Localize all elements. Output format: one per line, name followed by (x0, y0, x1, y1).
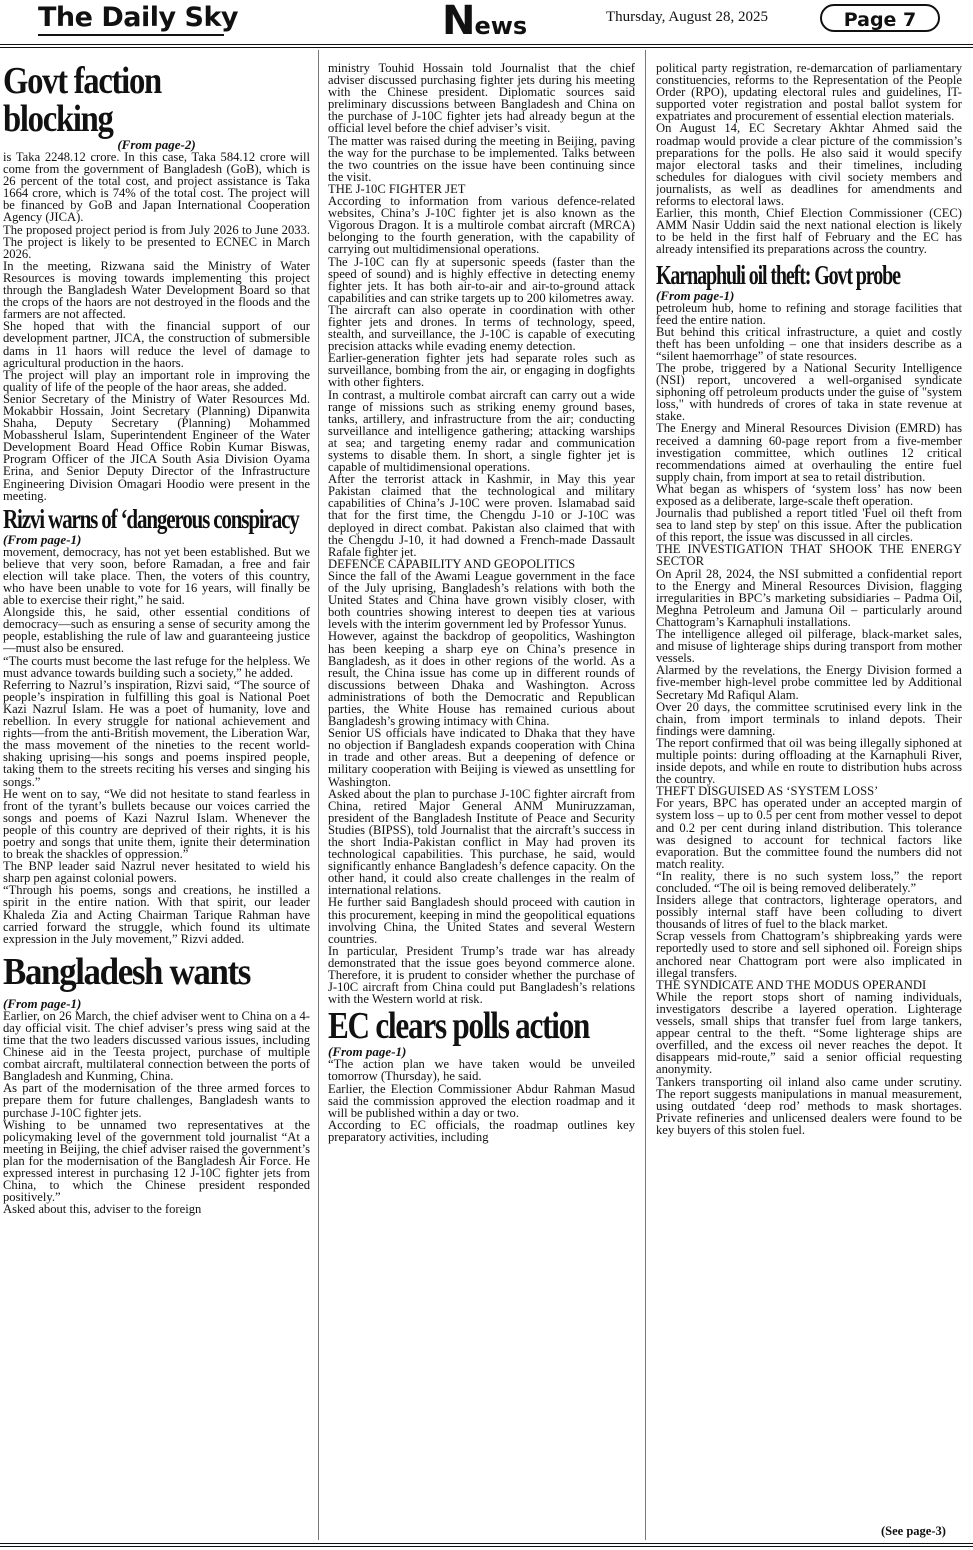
newspaper-logo[interactable]: The Daily Sky (38, 2, 238, 33)
paragraph: Earlier, the Election Commissioner Abdur Rahman Masud said the commission approved the election roadmap and it will be published within a day or two. (328, 1081, 635, 1120)
paragraph: He went on to say, “We did not hesitate to stand fearless in front of the tyrant’s bullets because our voices carried the songs and poems of Kazi Nazrul Islam. Whenever the people of this country are deprived of their rights, it is his poetry and songs that unite them, ignite their determination to break the shackles of oppression.” (3, 786, 310, 862)
paragraph: On April 28, 2024, the NSI submitted a confidential report to the Energy and Mineral Resources Division, flagging irregularities in BPC’s marketing subsidiaries – Padma Oil, Meghna Petroleum and Jamuna Oil – particularly around Chattogram’s Karnaphuli installations. (656, 566, 962, 629)
article-karnaphuli (656, 302, 962, 1136)
paragraph: movement, democracy, has not yet been established. But we believe that very soon, before Ramadan, a free and fair election will take place. Then, the voters of this country, who have been unable to vote for 16 years, will finally be able to exercise their right,” he said. (3, 544, 310, 608)
paragraph: DEFENCE CAPABILITY AND GEOPOLITICS (328, 556, 576, 571)
paragraph: Wishing to be unnamed two representatives at the policymaking level of the government told journalist “At a meeting in Beijing, the chief adviser raised the government’s plan for the modernisation of the Bangladesh Air Force. He expressed interest in purchasing 12 J-10C fighter jets from China, to which the Chinese president responded positively.” (3, 1117, 310, 1205)
byline: (From page-1) (656, 287, 735, 303)
paragraph: Asked about this, adviser to the foreign (3, 1202, 202, 1217)
paragraph: Earlier, this month, Chief Election Commissioner (CEC) AMM Nasir Uddin said the next national election is likely to be held in the first half of February and the EC has already intensified its preparations across the country. (656, 206, 962, 257)
paragraph: She hoped that with the financial support of our development partner, JICA, the construction of submersible dams in 11 haors will reduce the level of damage to agricultural production in the haors. (3, 319, 310, 370)
paragraph: The matter was raised during the meeting in Beijing, paving the way for the purchase to be implemented. Talks between the two countries on the issue have been continuing since the visit. (328, 133, 635, 184)
paragraph: Earlier, on 26 March, the chief adviser went to China on a 4-day official visit. The chief adviser’s press wing said at the time that the two leaders discussed various issues, including Chinese aid in the Teesta project, purchase of multiple combat aircraft, multilateral connection between the ports of Bangladesh and Kunming, China. (3, 1008, 310, 1084)
paragraph: Alarmed by the revelations, the Energy Division formed a five-member high-level probe committee led by Additional Secretary Md Rafiqul Alam. (656, 663, 962, 702)
article-rizvi-warns (3, 546, 310, 945)
paragraph: “The action plan we have taken would be unveiled tomorrow (Thursday), he said. (328, 1057, 635, 1084)
paragraph: The aircraft can also operate in coordination with other fighter jets and drones. In terms of technology, speed, stealth, and surveillance, the J-10C is capable of executing precision attacks while evading enemy detection. (328, 302, 635, 354)
section-rest: ews (474, 12, 528, 40)
page-number-badge: Page 7 (820, 4, 940, 32)
column-2 (328, 62, 635, 1542)
paragraph: is Taka 2248.12 crore. In this case, Taka 584.12 crore will come from the government of Bangladesh (GoB), which is 26 percent of the total cost, and project assistance is Taka 1664 crore, which is 74% of the total cost. The project will be financed by GoB and Japan International Cooperation Agency (JICA). (3, 150, 310, 225)
continued-link[interactable]: (See page-3) (881, 1524, 946, 1538)
paragraph: In particular, President Trump’s trade war has already demonstrated that the issue goes beyond commerce alone. Therefore, it is prudent to consider whether the purchase of J-10C aircraft from China could put Bangladesh’s relations with the Western world at risk. (328, 943, 635, 1007)
paragraph: He further said Bangladesh should proceed with caution in this procurement, keeping in mind the geopolitical equations involving China, the United States and several Western countries. (328, 895, 635, 946)
section-initial: N (442, 0, 475, 44)
paragraph: The report confirmed that oil was being illegally siphoned at multiple points: during offloading at the Karnaphuli River, inside depots, and while en route to distribution hubs across the country. (656, 735, 962, 787)
headline-karnaphuli[interactable]: Karnaphuli oil theft: Govt probe (656, 259, 900, 290)
paragraph: The J-10C can fly at supersonic speeds (faster than the speed of sound) and is highly effective in detecting enemy fighter jets. It has both air-to-air and air-to-ground attack capabilities and can strike targets up to 200 kilometres away. (328, 254, 635, 305)
headline-govt-faction[interactable]: Govt faction blocking (3, 62, 161, 140)
paragraph: Over 20 days, the committee scrutinised every link in the chain, from import terminals to inland depots. Their findings were damning. (656, 699, 962, 738)
paragraph: The probe, triggered by a National Security Intelligence (NSI) report, uncovered a well-organised syndicate siphoning off petroleum products under the guise of "system loss," with hundreds of crores of taka in state revenue at stake. (656, 360, 962, 424)
paragraph: The intelligence alleged oil pilferage, black-market sales, and misuse of lighterage ships during transport from mother vessels. (656, 627, 962, 666)
byline: (From page-2) (117, 137, 196, 152)
article-bangladesh-wants (3, 1010, 310, 1216)
footer-rule (0, 1543, 973, 1547)
article-ec-clears (328, 1058, 635, 1143)
headline-rizvi-warns[interactable]: Rizvi warns of ‘dangerous conspiracy (3, 503, 299, 534)
logo-underline (38, 34, 224, 36)
byline: (From page-1) (328, 1044, 407, 1060)
paragraph: After the terrorist attack in Kashmir, in May this year Pakistan claimed that the technological and military capabilities of China’s J-10C were proven. Islamabad said that for the first time, the Chengdu J-10 or J-10C was deployed in direct combat. Pakistan also claimed that with the Chengdu J-10, it had downed a French-made Dassault Rafale fighter jet. (328, 472, 635, 559)
article-bangladesh-wants-cont (328, 62, 635, 1005)
paragraph: In the meeting, Rizwana said the Ministry of Water Resources is moving towards implementing this project through the Bangladesh Water Development Board so that the crops of the haors are not destroyed in the floods and the farmers are not affected. (3, 258, 310, 322)
paragraph: political party registration, re-demarcation of parliamentary constituencies, reforms to the Representation of the People Order (RPO), updating electoral rules and guidelines, IT-supported voter registration and postal ballot system for expatriates and procurement of essential election materials. (656, 62, 962, 124)
paragraph: The Energy and Mineral Resources Division (EMRD) has received a damning 60-page report from a five-member investigation committee, which outlines 12 critical recommendations aimed at overhauling the entire fuel supply chain, from import at sea to retail distribution. (656, 421, 962, 484)
paragraph: Tankers transporting oil inland also came under scrutiny. The report suggests manipulations in manual measurement, using outdated ‘deep rod’ methods to mask shortages. Private refineries and unlicensed dealers were found to be key buyers of this stolen fuel. (656, 1074, 962, 1137)
paragraph: ministry Touhid Hossain told Journalist that the chief adviser discussed purchasing fighter jets during his meeting with the Chinese president. Diplomatic sources said preliminary discussions between Bangladesh and China on the purchase of J-10C fighter jets had already begun at the official level before the chief adviser’s visit. (328, 62, 635, 136)
paragraph: While the report stops short of naming individuals, investigators describe a layered operation. Lighterage vessels, small ships that transfer fuel from large tankers, appear central to the theft. “Some lighterage ships are overfilled, and the excess oil never reaches the depot. It disappears mid-route,” said a senior official requesting anonymity. (656, 989, 962, 1077)
byline: (From page-1) (3, 995, 82, 1011)
paragraph: For years, BPC has operated under an accepted margin of system loss – up to 0.5 per cent from mother vessel to depot and 0.2 per cent during inland distribution. This tolerance was designed to account for technical factors like evaporation. But the committee found the numbers did not match reality. (656, 796, 962, 871)
article-govt-faction (3, 151, 310, 502)
paragraph: On August 14, EC Secretary Akhtar Ahmed said the roadmap would provide a clear picture of the commission’s preparations for the polls. He also said it would specify major electoral tasks and their timelines, including schedules for dialogues with civil society members and journalists, as well as deadlines for amendments and reforms to electoral laws. (656, 121, 962, 209)
paragraph: “In reality, there is no such system loss,” the report concluded. “The oil is being removed deliberately.” (656, 868, 962, 895)
paragraph: According to information from various defence-related websites, China’s J-10C fighter jet is also known as the Vigorous Dragon. It is a multirole combat aircraft (MRCA) belonging to the fourth generation, with the capability of carrying out multidimensional operations. (328, 194, 635, 257)
paragraph: “The courts must become the last refuge for the helpless. We must advance towards building such a society,” he added. (3, 653, 310, 680)
issue-date: Thursday, August 28, 2025 (606, 9, 768, 25)
article-ec-clears-cont (656, 62, 962, 256)
paragraph: But behind this critical infrastructure, a quiet and costly theft has been unfolding – one that insiders describe as a “silent haemorrhage” of state resources. (656, 324, 962, 363)
paragraph: The proposed project period is from July 2026 to June 2033. The project is likely to be presented to ECNEC in March 2026. (3, 222, 310, 261)
paragraph: Asked about the plan to purchase J-10C fighter aircraft from China, retired Major General ANM Muniruzzaman, president of the Bangladesh Institute of Peace and Security Studies (BIPSS), told Journalist that the aircraft’s success in the short India-Pakistan conflict in May had proven its technological capabilities. This purchase, he said, would significantly enhance Bangladesh’s defence capacity. On the other hand, it could also create challenges in the realm of international relations. (328, 786, 635, 898)
paragraph: THEFT DISGUISED AS ‘SYSTEM LOSS’ (656, 784, 879, 799)
paragraph: Since the fall of the Awami League government in the face of the July uprising, Bangladesh’s relations with both the United States and China have grown visibly closer, with both countries showing interest to deepen ties at various levels with the interim government led by Professor Yunus. (328, 568, 635, 632)
paragraph: THE INVESTIGATION THAT SHOOK THE ENERGY SECTOR (656, 542, 962, 569)
column-1 (3, 62, 310, 1542)
headline-ec-clears[interactable]: EC clears polls action (328, 1005, 590, 1048)
byline: (From page-1) (3, 531, 82, 547)
paragraph: Insiders allege that contractors, lighterage operators, and possibly internal staff have been colluding to divert thousands of litres of fuel to the black market. (656, 893, 962, 932)
paragraph: In contrast, a multirole combat aircraft can carry out a wide range of missions such as striking enemy ground bases, tanks, artillery, and infrastructure from the air; conducting surveillance and intelligence gathering; attacking warships at sea; and targeting enemy radar and communication systems to disable them. In short, a single fighter jet is capable of multidimensional operations. (328, 387, 635, 475)
paragraph: THE SYNDICATE AND THE MODUS OPERANDI (656, 977, 927, 992)
paragraph: Scrap vessels from Chattogram’s shipbreaking yards were reportedly used to store and sell siphoned oil. Foreign ships anchored near Chattogram port were also implicated in illegal transfers. (656, 929, 962, 980)
paragraph: petroleum hub, home to refining and storage facilities that feed the entire nation. (656, 300, 962, 327)
paragraph: According to EC officials, the roadmap outlines key preparatory activities, including (328, 1117, 635, 1144)
paragraph: Referring to Nazrul’s inspiration, Rizvi said, “The source of people’s inspiration in fulfilling this goal is National Poet Kazi Nazrul Islam. He was a poet of humanity, love and rebellion. In every struggle for national achievement and rights—from the anti-British movement, the Liberation War, the mass movement of the nineties to the recent world-shaking uprising—his songs and poems inspired people, taking them to the streets reciting his verses and singing his songs.” (3, 677, 310, 789)
paragraph: Senior Secretary of the Ministry of Water Resources Md. Mokabbir Hossain, Joint Secretary (Planning) Dipanwita Shaha, Deputy Secretary (Planning) Mohammed Mobassherul Islam, Superintendent Engineer of the Water Development Board Head Office Robin Kumar Biswas, Program Officer of the JICA South Asia Division Oyama Erina, and Senior Deputy Director of the Infrastructure Engineering Division Omagari Hoodio were present in the meeting. (3, 391, 310, 503)
masthead (0, 0, 973, 48)
paragraph: “Through his poems, songs and creations, he instilled a spirit in the entire nation. With that spirit, our leader Khaleda Zia and Acting Chairman Tarique Rahman have carried forward the struggle, which found its ultimate expression in the July movement,” Rizvi added. (3, 883, 310, 946)
paragraph: The project will play an important role in improving the quality of life of the people of the haor areas, she added. (3, 367, 310, 394)
paragraph: The BNP leader said Nazrul never hesitated to wield his sharp pen against colonial powers. (3, 859, 310, 886)
paragraph: Journalis thad published a report titled 'Fuel oil theft from sea to land step by step' on this issue. After the publication of this report, the issue was discussed in all circles. (656, 506, 962, 545)
column-divider (645, 50, 646, 1540)
header-rule (0, 44, 973, 48)
paragraph: However, against the backdrop of geopolitics, Washington has been keeping a sharp eye on China’s presence in Bangladesh, as it does in other regions of the world. As a result, the China issue has come up in different rounds of discussions between Dhaka and Washington. Across administrations of both the Democratic and Republican parties, the White House has remained curious about Bangladesh’s growing intimacy with China. (328, 629, 635, 729)
headline-bangladesh-wants[interactable]: Bangladesh wants (3, 950, 251, 993)
paragraph: As part of the modernisation of the three armed forces to prepare them for future challenges, Bangladesh wants to purchase J-10C fighter jets. (3, 1081, 310, 1120)
paragraph: Senior US officials have indicated to Dhaka that they have no objection if Bangladesh expands cooperation with China in trade and other areas. But a deepening of defence or military cooperation with Beijing is viewed as unsettling for Washington. (328, 726, 635, 789)
paragraph: What began as whispers of ‘system loss’ has now been exposed as a deliberate, large-scale theft operation. (656, 481, 962, 508)
paragraph: Alongside this, he said, other essential conditions of democracy—such as ensuring a sense of security among the people, establishing the rule of law and guaranteeing justice—must also be ensured. (3, 605, 310, 656)
paragraph: THE J-10C FIGHTER JET (328, 181, 466, 196)
paragraph: Earlier-generation fighter jets had separate roles such as surveillance, bombing from the air, or engaging in dogfights with other fighters. (328, 351, 635, 390)
section-title (442, 0, 527, 44)
column-3 (656, 62, 962, 1542)
column-divider (318, 50, 319, 1540)
